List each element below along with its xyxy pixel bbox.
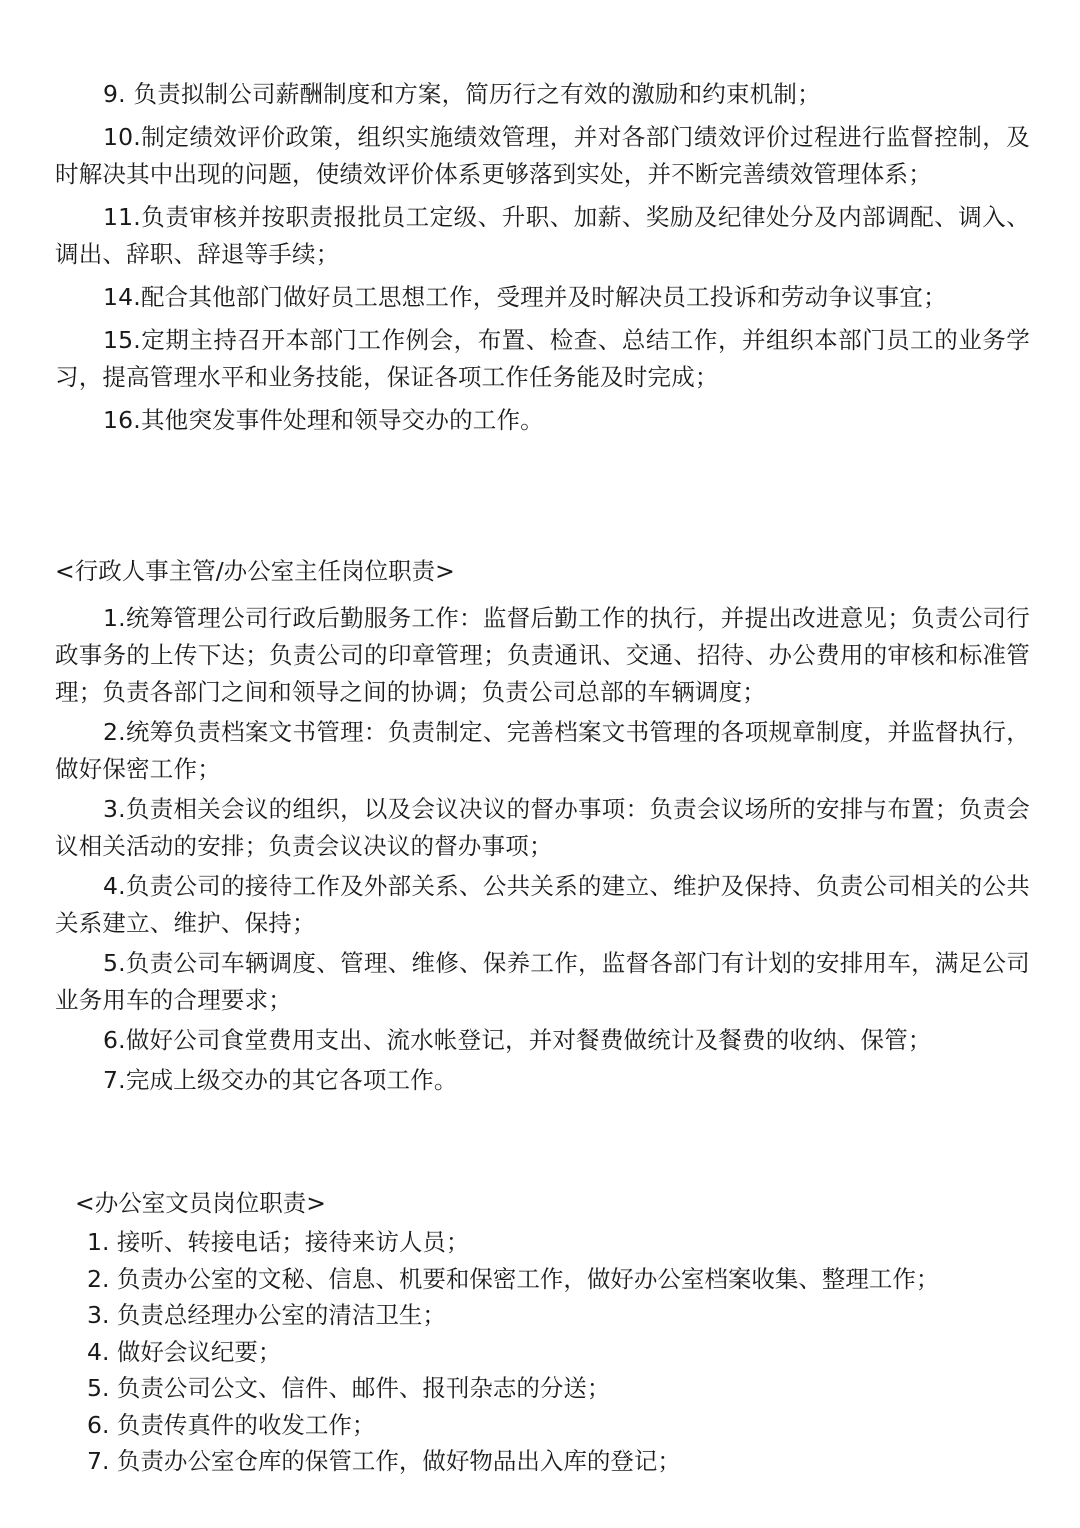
admin-paragraph-5: 5.负责公司车辆调度、管理、维修、保养工作，监督各部门有计划的安排用车，满足公司业务用车的合理要求； bbox=[55, 949, 1030, 1014]
list-item: 6. 负责传真件的收发工作； bbox=[87, 1410, 376, 1439]
office-clerk-duties-list bbox=[87, 1224, 1047, 1480]
admin-paragraph-4: 4.负责公司的接待工作及外部关系、公共关系的建立、维护及保持、负责公司相关的公共关系建立、维护、保持； bbox=[55, 872, 1030, 937]
section-heading-admin-manager: <行政人事主管/办公室主任岗位职责> bbox=[55, 557, 455, 585]
paragraph-11: 11.负责审核并按职责报批员工定级、升职、加薪、奖励及纪律处分及内部调配、调入、调出、辞职、辞退等手续； bbox=[55, 203, 1030, 268]
hr-duties-continued bbox=[55, 76, 1030, 439]
paragraph-9: 9. 负责拟制公司薪酬制度和方案，简历行之有效的激励和约束机制； bbox=[103, 80, 821, 108]
list-item: 3. 负责总经理办公室的清洁卫生； bbox=[87, 1301, 446, 1329]
list-item: 5. 负责公司公文、信件、邮件、报刊杂志的分送； bbox=[87, 1374, 611, 1402]
list-item: 1. 接听、转接电话；接待来访人员； bbox=[87, 1228, 470, 1256]
admin-paragraph-6: 6.做好公司食堂费用支出、流水帐登记，并对餐费做统计及餐费的收纳、保管； bbox=[103, 1026, 932, 1054]
paragraph-15: 15.定期主持召开本部门工作例会，布置、检查、总结工作，并组织本部门员工的业务学习，提高管理水平和业务技能，保证各项工作任务能及时完成； bbox=[55, 326, 1030, 391]
admin-paragraph-1: 1.统筹管理公司行政后勤服务工作：监督后勤工作的执行，并提出改进意见；负责公司行政事务的上传下达；负责公司的印章管理；负责通讯、交通、招待、办公费用的审核和标准管理；负责各部门之间和领导之间的协调；负责公司总部的车辆调度； bbox=[55, 604, 1030, 706]
admin-paragraph-7: 7.完成上级交办的其它各项工作。 bbox=[103, 1066, 458, 1094]
admin-paragraph-3: 3.负责相关会议的组织，以及会议决议的督办事项：负责会议场所的安排与布置；负责会议相关活动的安排；负责会议决议的督办事项； bbox=[55, 795, 1030, 860]
list-item: 2. 负责办公室的文秘、信息、机要和保密工作，做好办公室档案收集、整理工作； bbox=[87, 1264, 940, 1293]
admin-paragraph-2: 2.统筹负责档案文书管理：负责制定、完善档案文书管理的各项规章制度，并监督执行，做好保密工作； bbox=[55, 718, 1030, 783]
paragraph-16: 16.其他突发事件处理和领导交办的工作。 bbox=[103, 406, 544, 434]
list-item: 7. 负责办公室仓库的保管工作，做好物品出入库的登记； bbox=[87, 1447, 681, 1475]
paragraph-14: 14.配合其他部门做好员工思想工作，受理并及时解决员工投诉和劳动争议事宜； bbox=[103, 283, 947, 311]
list-item: 4. 做好会议纪要； bbox=[87, 1337, 282, 1366]
admin-manager-duties bbox=[55, 600, 1030, 1099]
paragraph-10: 10.制定绩效评价政策，组织实施绩效管理，并对各部门绩效评价过程进行监督控制，及时解决其中出现的问题，使绩效评价体系更够落到实处，并不断完善绩效管理体系； bbox=[55, 123, 1030, 188]
section-heading-office-clerk: <办公室文员岗位职责> bbox=[75, 1189, 326, 1217]
